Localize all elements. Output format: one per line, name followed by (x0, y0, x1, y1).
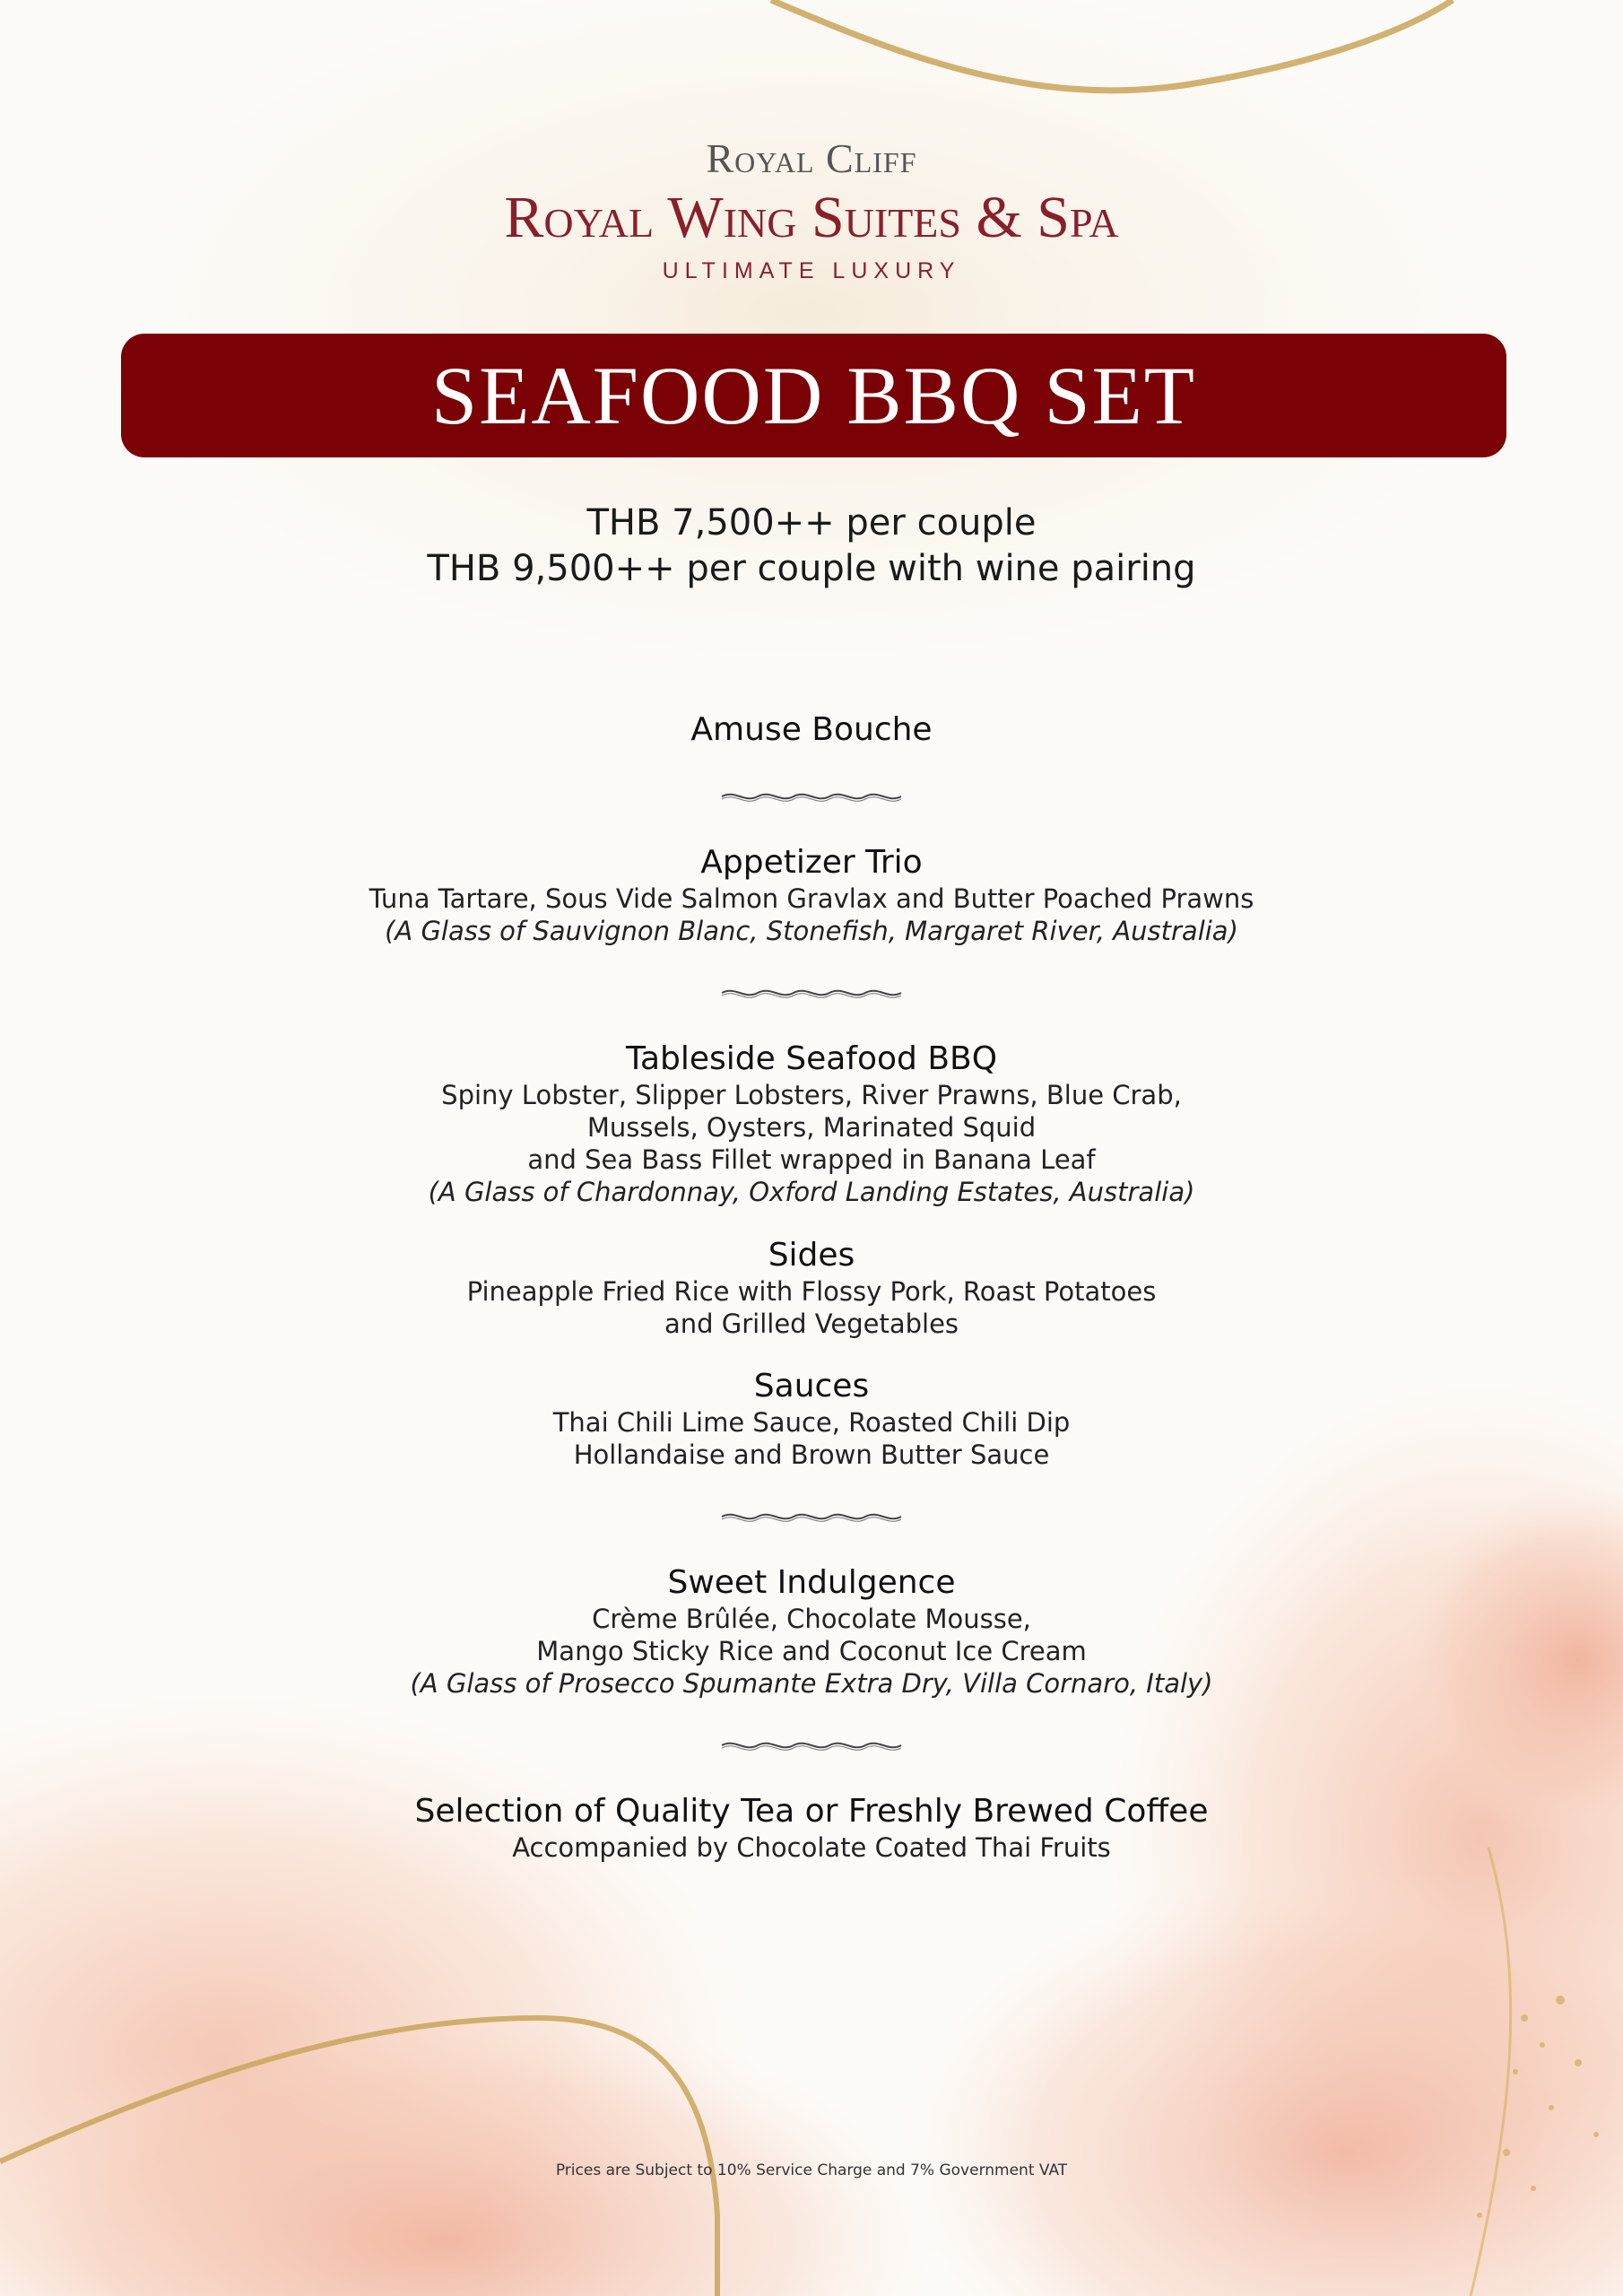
course-title: Appetizer Trio (700, 844, 923, 881)
course-sweet (0, 1563, 1623, 1700)
brand-royal-wing: Royal Wing Suites & Spa (504, 185, 1119, 250)
course-description: Mango Sticky Rice and Coconut Ice Cream (536, 1636, 1087, 1666)
service-charge-note: Prices are Subject to 10% Service Charge and 7% Government VAT (555, 2161, 1068, 2179)
course-appetizer (0, 843, 1623, 947)
wine-pairing: (A Glass of Sauvignon Blanc, Stonefish, Margaret River, Australia) (385, 916, 1238, 946)
ornament-divider (717, 1736, 906, 1754)
course-description: and Sea Bass Fillet wrapped in Banana Leaf (527, 1144, 1096, 1175)
course-description: Spiny Lobster, Slipper Lobsters, River Prawns, Blue Crab, (441, 1080, 1182, 1110)
course-amuse (0, 710, 1623, 750)
course-tea-coffee (0, 1792, 1623, 1864)
brand-royal-cliff: Royal Cliff (706, 135, 917, 181)
course-description: Tuna Tartare, Sous Vide Salmon Gravlax and Butter Poached Prawns (369, 883, 1254, 914)
course-description: Accompanied by Chocolate Coated Thai Fruits (512, 1832, 1111, 1863)
course-bbq (0, 1039, 1623, 1208)
course-description: Mussels, Oysters, Marinated Squid (586, 1112, 1037, 1143)
brand-tagline: ULTIMATE LUXURY (662, 258, 961, 283)
course-title: Sides (768, 1237, 855, 1274)
course-description: Pineapple Fried Rice with Flossy Pork, Roast Potatoes (466, 1276, 1157, 1307)
course-description: Crème Brûlée, Chocolate Mousse, (592, 1604, 1031, 1634)
ornament-divider (717, 787, 906, 805)
wine-pairing: (A Glass of Chardonnay, Oxford Landing Estates, Australia) (428, 1177, 1195, 1207)
ornament-divider (717, 984, 906, 1002)
course-description: and Grilled Vegetables (664, 1309, 959, 1339)
course-sauces (0, 1367, 1623, 1471)
course-sides (0, 1236, 1623, 1340)
course-title: Sauces (753, 1368, 870, 1405)
price-wine-pairing: THB 9,500++ per couple with wine pairing (427, 548, 1196, 589)
course-description: Thai Chili Lime Sauce, Roasted Chili Dip (552, 1407, 1071, 1438)
course-title: Sweet Indulgence (667, 1564, 956, 1601)
menu-title: SEAFOOD BBQ SET (430, 350, 1196, 441)
wine-pairing: (A Glass of Prosecco Spumante Extra Dry, Villa Cornaro, Italy) (410, 1668, 1213, 1699)
menu-title-banner (121, 334, 1506, 457)
course-description: Hollandaise and Brown Butter Sauce (573, 1439, 1050, 1470)
price-couple: THB 7,500++ per couple (586, 502, 1037, 544)
ornament-divider (717, 1508, 906, 1526)
course-title: Amuse Bouche (690, 711, 933, 748)
course-title: Selection of Quality Tea or Freshly Brewed Coffee (414, 1793, 1209, 1830)
course-title: Tableside Seafood BBQ (625, 1040, 998, 1077)
